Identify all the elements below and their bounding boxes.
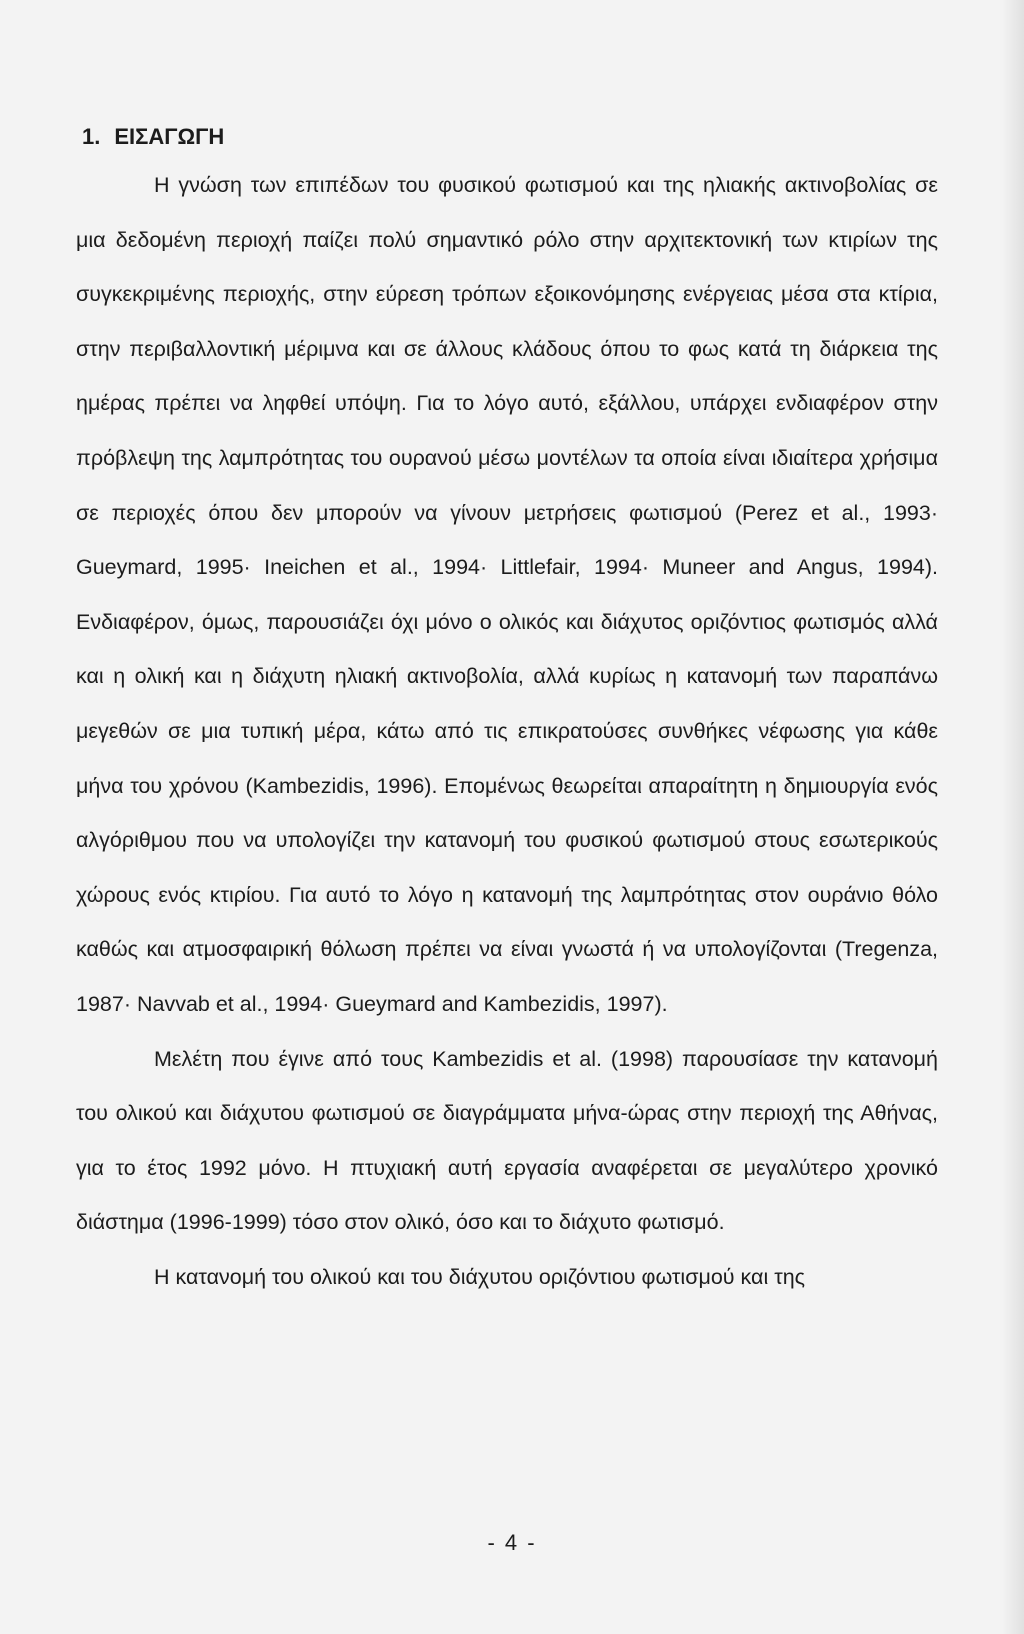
paragraph-3: Η κατανομή του ολικού και του διάχυτου οριζόντιου φωτισμού και της	[154, 1264, 806, 1289]
section-heading	[82, 120, 938, 154]
section-title: ΕΙΣΑΓΩΓΗ	[114, 124, 225, 149]
page-content	[76, 120, 938, 1304]
paragraph-2: Μελέτη που έγινε από τους Kambezidis et al. (1998) παρουσίασε την κατανομή του ολικού και διάχυτου φωτισμού σε διαγράμματα μήνα-ώρας στην περιοχή της Αθήνας, για το έτος 1992 μόνο. Η πτυχιακή αυτή εργασία αναφέρεται σε μεγαλύτερο χρονικό διάστημα (1996-1999) τόσο στον ολικό, όσο και το διάχυτο φωτισμό.	[76, 1046, 938, 1235]
page-edge-shadow	[1002, 0, 1024, 1634]
section-number: 1.	[82, 124, 101, 149]
paragraph-1: Η γνώση των επιπέδων του φυσικού φωτισμού και της ηλιακής ακτινοβολίας σε μια δεδομένη περιοχή παίζει πολύ σημαντικό ρόλο στην αρχιτεκτονική των κτιρίων της συγκεκριμένης περιοχής, στην εύρεση τρόπων εξοικονόμησης ενέργειας μέσα στα κτίρια, στην περιβαλλοντική μέριμνα και σε άλλους κλάδους όπου το φως κατά τη διάρκεια της ημέρας πρέπει να ληφθεί υπόψη. Για το λόγο αυτό, εξάλλου, υπάρχει ενδιαφέρον στην πρόβλεψη της λαμπρότητας του ουρανού μέσω μοντέλων τα οποία είναι ιδιαίτερα χρήσιμα σε περιοχές όπου δεν μπορούν να γίνουν μετρήσεις φωτισμού (Perez et al., 1993· Gueymard, 1995· Ineichen et al., 1994· Littlefair, 1994· Muneer and Angus, 1994). Ενδιαφέρον, όμως, παρουσιάζει όχι μόνο ο ολικός και διάχυτος οριζόντιος φωτισμός αλλά και η ολική και η διάχυτη ηλιακή ακτινοβολία, αλλά κυρίως η κατανομή των παραπάνω μεγεθών σε μια τυπική μέρα, κάτω από τις επικρατούσες συνθήκες νέφωσης για κάθε μήνα του χρόνου (Kambezidis, 1996). Επομένως θεωρείται απαραίτητη η δημιουργία ενός αλγόριθμου που να υπολογίζει την κατανομή του φυσικού φωτισμού στους εσωτερικούς χώρους ενός κτιρίου. Για αυτό το λόγο η κατανομή της λαμπρότητας στον ουράνιο θόλο καθώς και ατμοσφαιρική θόλωση πρέπει να είναι γνωστά ή να υπολογίζονται (Tregenza, 1987· Navvab et al., 1994· Gueymard and Kambezidis, 1997).	[76, 173, 938, 1016]
page-number: - 4 -	[487, 1530, 537, 1555]
